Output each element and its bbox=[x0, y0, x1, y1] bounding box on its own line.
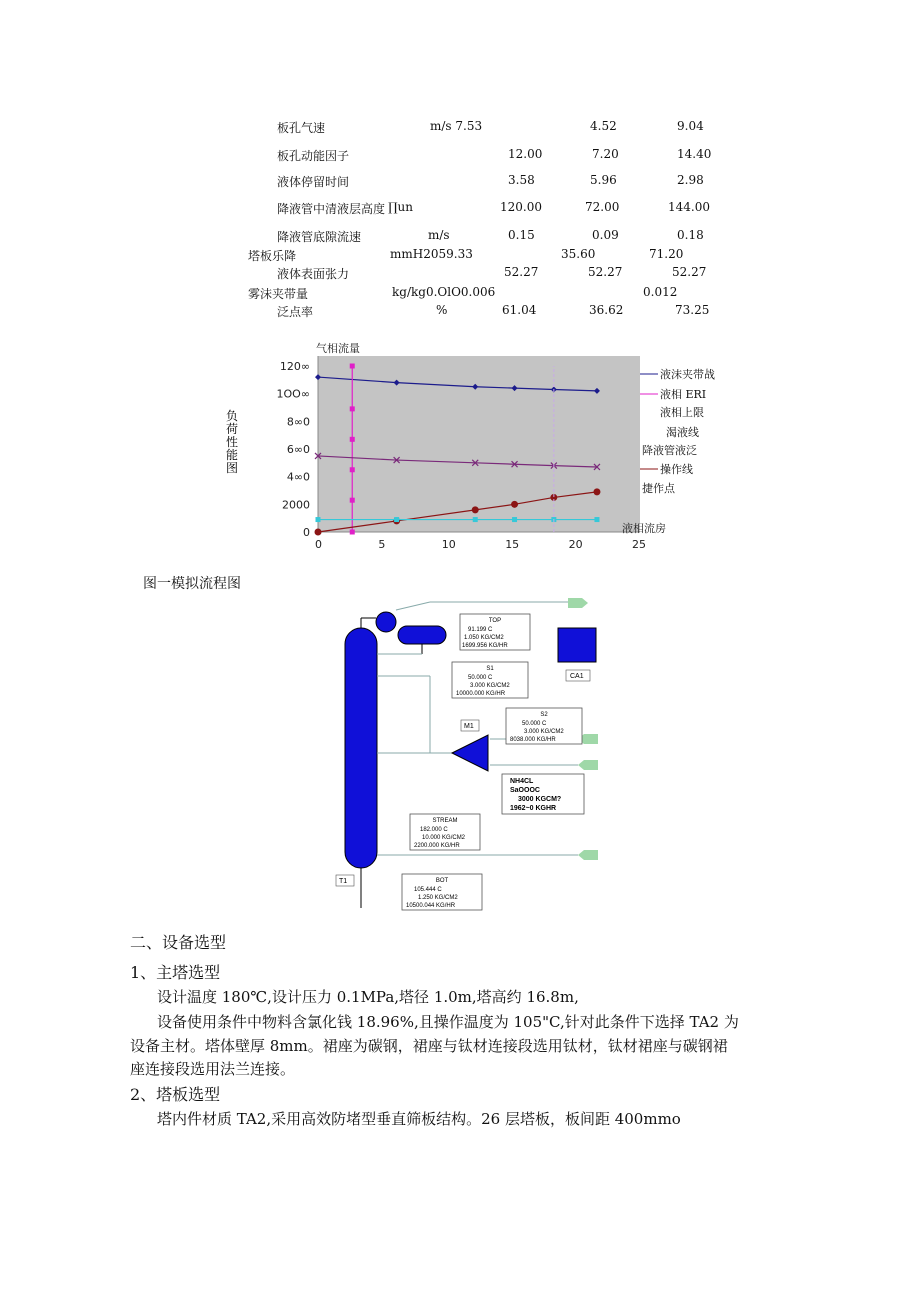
row-v3: 144.00 bbox=[668, 200, 710, 214]
svg-text:182.000 C: 182.000 C bbox=[420, 827, 448, 833]
row-v3: 0.18 bbox=[677, 228, 704, 242]
tower-t1 bbox=[345, 628, 377, 868]
feed-stream-box bbox=[502, 774, 584, 814]
data-point bbox=[350, 530, 355, 535]
legend bbox=[640, 367, 715, 495]
row-v3: 9.04 bbox=[677, 119, 704, 133]
row-v2: 5.96 bbox=[590, 173, 617, 187]
row-label: 雾沫夹带量 bbox=[248, 287, 309, 301]
section-heading: 二、设备选型 bbox=[130, 933, 227, 952]
row-v1: 120.00 bbox=[500, 200, 542, 214]
data-point bbox=[350, 364, 355, 369]
legend-entry: 捷作点 bbox=[642, 482, 675, 495]
data-point bbox=[594, 517, 599, 522]
row-v1: 12.00 bbox=[508, 147, 543, 161]
svg-text:1699.956 KG/HR: 1699.956 KG/HR bbox=[462, 643, 508, 649]
condenser bbox=[376, 612, 396, 632]
svg-text:10.000 KG/CM2: 10.000 KG/CM2 bbox=[422, 835, 466, 841]
row-v3: 52.27 bbox=[672, 265, 707, 279]
legend-entry: 操作线 bbox=[660, 463, 693, 476]
legend-entry: 渴液线 bbox=[666, 426, 699, 439]
x-tick-label: 25 bbox=[632, 538, 646, 551]
row-v3: 0.012 bbox=[643, 285, 678, 299]
ca1-label: CA1 bbox=[570, 673, 584, 680]
s1-stream-box bbox=[452, 662, 528, 698]
data-point bbox=[394, 517, 399, 522]
row-label: 液体表面张力 bbox=[277, 267, 350, 281]
svg-text:50.000 C: 50.000 C bbox=[468, 675, 493, 681]
svg-text:3.000 KG/CM2: 3.000 KG/CM2 bbox=[470, 683, 510, 689]
row-unit: % bbox=[436, 303, 448, 317]
x-tick-label: 5 bbox=[378, 538, 386, 551]
figure-caption: 图一模拟流程图 bbox=[143, 576, 241, 592]
paragraph: 塔内件材质 TA2,采用高效防堵型垂直筛板结构。26 层塔板，板间距 400mmo bbox=[157, 1110, 681, 1128]
row-label: 塔板乐降 bbox=[248, 249, 297, 263]
steam-stream-box bbox=[410, 814, 480, 850]
data-point bbox=[315, 529, 322, 536]
row-label: 降液管底隙流速 bbox=[277, 230, 362, 244]
legend-entry: 降液管液泛 bbox=[642, 444, 697, 457]
row-v3: 14.40 bbox=[677, 147, 712, 161]
svg-text:SaOOOC: SaOOOC bbox=[510, 787, 540, 794]
svg-text:3.000 KG/CM2: 3.000 KG/CM2 bbox=[524, 729, 564, 735]
data-point bbox=[512, 517, 517, 522]
data-point bbox=[473, 517, 478, 522]
svg-text:1962~0 KGHR: 1962~0 KGHR bbox=[510, 805, 557, 812]
data-point bbox=[350, 437, 355, 442]
row-label: 液体停留时间 bbox=[277, 175, 350, 189]
m1-label: M1 bbox=[464, 723, 474, 730]
row-v1: 61.04 bbox=[502, 303, 537, 317]
row-label: 板孔动能因子 bbox=[277, 149, 350, 163]
svg-text:3000 KGCM?: 3000 KGCM? bbox=[518, 796, 562, 803]
y-label-char: 性 bbox=[226, 435, 239, 449]
svg-text:TOP: TOP bbox=[488, 618, 502, 624]
row-unit: m/s bbox=[428, 228, 450, 242]
row-label: 板孔气速 bbox=[277, 121, 326, 135]
row-v2: 36.62 bbox=[589, 303, 624, 317]
data-point bbox=[350, 406, 355, 411]
svg-text:BOT: BOT bbox=[435, 878, 449, 884]
ca1-block bbox=[558, 628, 596, 662]
steam-arrow bbox=[578, 850, 598, 860]
y-tick-label: 1OO∞ bbox=[276, 387, 310, 401]
row-v3: 2.98 bbox=[677, 173, 704, 187]
svg-text:1.050 KG/CM2: 1.050 KG/CM2 bbox=[464, 635, 504, 641]
row-v1: 52.27 bbox=[504, 265, 539, 279]
y-label-char: 能 bbox=[226, 448, 239, 462]
bot-stream-box bbox=[402, 874, 482, 910]
process-flow-diagram bbox=[330, 598, 630, 916]
y-label-char: 负 bbox=[226, 409, 239, 423]
data-point bbox=[593, 488, 600, 495]
y-tick-label: 6∞0 bbox=[286, 443, 310, 456]
x-tick-label: 15 bbox=[505, 538, 520, 551]
subheading-tray: 2、塔板选型 bbox=[130, 1085, 221, 1104]
mixer-m1 bbox=[452, 735, 488, 771]
row-v1: 3.58 bbox=[508, 173, 535, 187]
svg-text:8038.000 KG/HR: 8038.000 KG/HR bbox=[510, 737, 556, 743]
paragraph: 座连接段选用法兰连接。 bbox=[130, 1060, 296, 1078]
y-label-char: 荷 bbox=[226, 422, 239, 436]
y-tick-label: 8∞0 bbox=[286, 415, 310, 429]
svg-text:STREAM: STREAM bbox=[432, 818, 458, 824]
data-point bbox=[316, 517, 321, 522]
y-tick-label: 120∞ bbox=[279, 360, 310, 373]
paragraph: 设备主材。塔体壁厚 8mm。裙座为碳钢，裙座与钛材连接段选用钛材，钛材裙座与碳钢裙 bbox=[130, 1037, 728, 1055]
row-label: 泛点率 bbox=[277, 305, 314, 319]
reflux-drum bbox=[398, 626, 446, 644]
svg-text:NH4CL: NH4CL bbox=[510, 778, 534, 785]
data-point bbox=[350, 498, 355, 503]
row-v2: 35.60 bbox=[561, 247, 596, 261]
svg-text:1.250 KG/CM2: 1.250 KG/CM2 bbox=[418, 895, 458, 901]
svg-text:2200.000 KG/HR: 2200.000 KG/HR bbox=[414, 843, 460, 849]
svg-text:S1: S1 bbox=[486, 666, 494, 672]
x-tick-label: 0 bbox=[315, 538, 322, 551]
x-tick-label: 20 bbox=[568, 538, 583, 551]
row-label: 降液管中清液层高度 bbox=[277, 202, 386, 216]
svg-text:10000.000 KG/HR: 10000.000 KG/HR bbox=[456, 691, 506, 697]
plot-area bbox=[318, 356, 640, 532]
feed-arrow bbox=[578, 760, 598, 770]
load-performance-chart bbox=[220, 340, 740, 570]
y-label-char: 图 bbox=[226, 461, 239, 475]
chart-svg bbox=[220, 340, 740, 570]
y-tick-label: 2000 bbox=[282, 498, 310, 512]
legend-entry: 液沫夹带战 bbox=[660, 368, 715, 381]
svg-text:S2: S2 bbox=[540, 712, 548, 718]
row-v1: 0.15 bbox=[508, 228, 535, 242]
top-product-arrow bbox=[568, 598, 588, 608]
svg-text:50.000 C: 50.000 C bbox=[522, 721, 547, 727]
paragraph: 设备使用条件中物料含氯化钱 18.96%,且操作温度为 105"C,针对此条件下选择 TA2 为 bbox=[157, 1013, 739, 1031]
data-point bbox=[472, 506, 479, 513]
x-tick-label: 10 bbox=[441, 538, 456, 551]
legend-entry: 液相上限 bbox=[660, 406, 704, 419]
row-v2: 72.00 bbox=[585, 200, 620, 214]
legend-entry: 液相 ERI bbox=[660, 388, 707, 401]
data-point bbox=[511, 501, 518, 508]
y-axis-label bbox=[226, 409, 238, 475]
top-stream-box bbox=[460, 614, 530, 650]
data-point bbox=[350, 467, 355, 472]
row-v2: 0.09 bbox=[592, 228, 619, 242]
row-unit: mmH2059.33 bbox=[390, 247, 473, 261]
paragraph: 设计温度 180℃,设计压力 0.1MPa,塔径 1.0m,塔高约 16.8m, bbox=[157, 988, 579, 1006]
svg-text:91.199 C: 91.199 C bbox=[468, 627, 493, 633]
subheading-main-tower: 1、主塔选型 bbox=[130, 963, 221, 982]
row-unit: m/s 7.53 bbox=[430, 119, 483, 133]
row-v2: 7.20 bbox=[592, 147, 619, 161]
row-v3: 73.25 bbox=[675, 303, 710, 317]
y-tick-label: 0 bbox=[303, 526, 310, 539]
chart-title: 气相流量 bbox=[316, 342, 360, 355]
t1-label: T1 bbox=[339, 878, 348, 885]
x-axis-label: 液相流房 bbox=[622, 522, 666, 535]
row-v2: 4.52 bbox=[590, 119, 617, 133]
flow-svg bbox=[330, 598, 630, 916]
svg-text:10500.044 KG/HR: 10500.044 KG/HR bbox=[406, 903, 456, 909]
s2-stream-box bbox=[506, 708, 582, 744]
row-v3: 71.20 bbox=[649, 247, 684, 261]
row-unit: kg/kg0.OlO0.006 bbox=[392, 285, 496, 299]
row-v2: 52.27 bbox=[588, 265, 623, 279]
row-unit: ∏un bbox=[388, 200, 414, 214]
svg-text:105.444 C: 105.444 C bbox=[414, 887, 442, 893]
y-tick-label: 4∞0 bbox=[286, 470, 310, 484]
